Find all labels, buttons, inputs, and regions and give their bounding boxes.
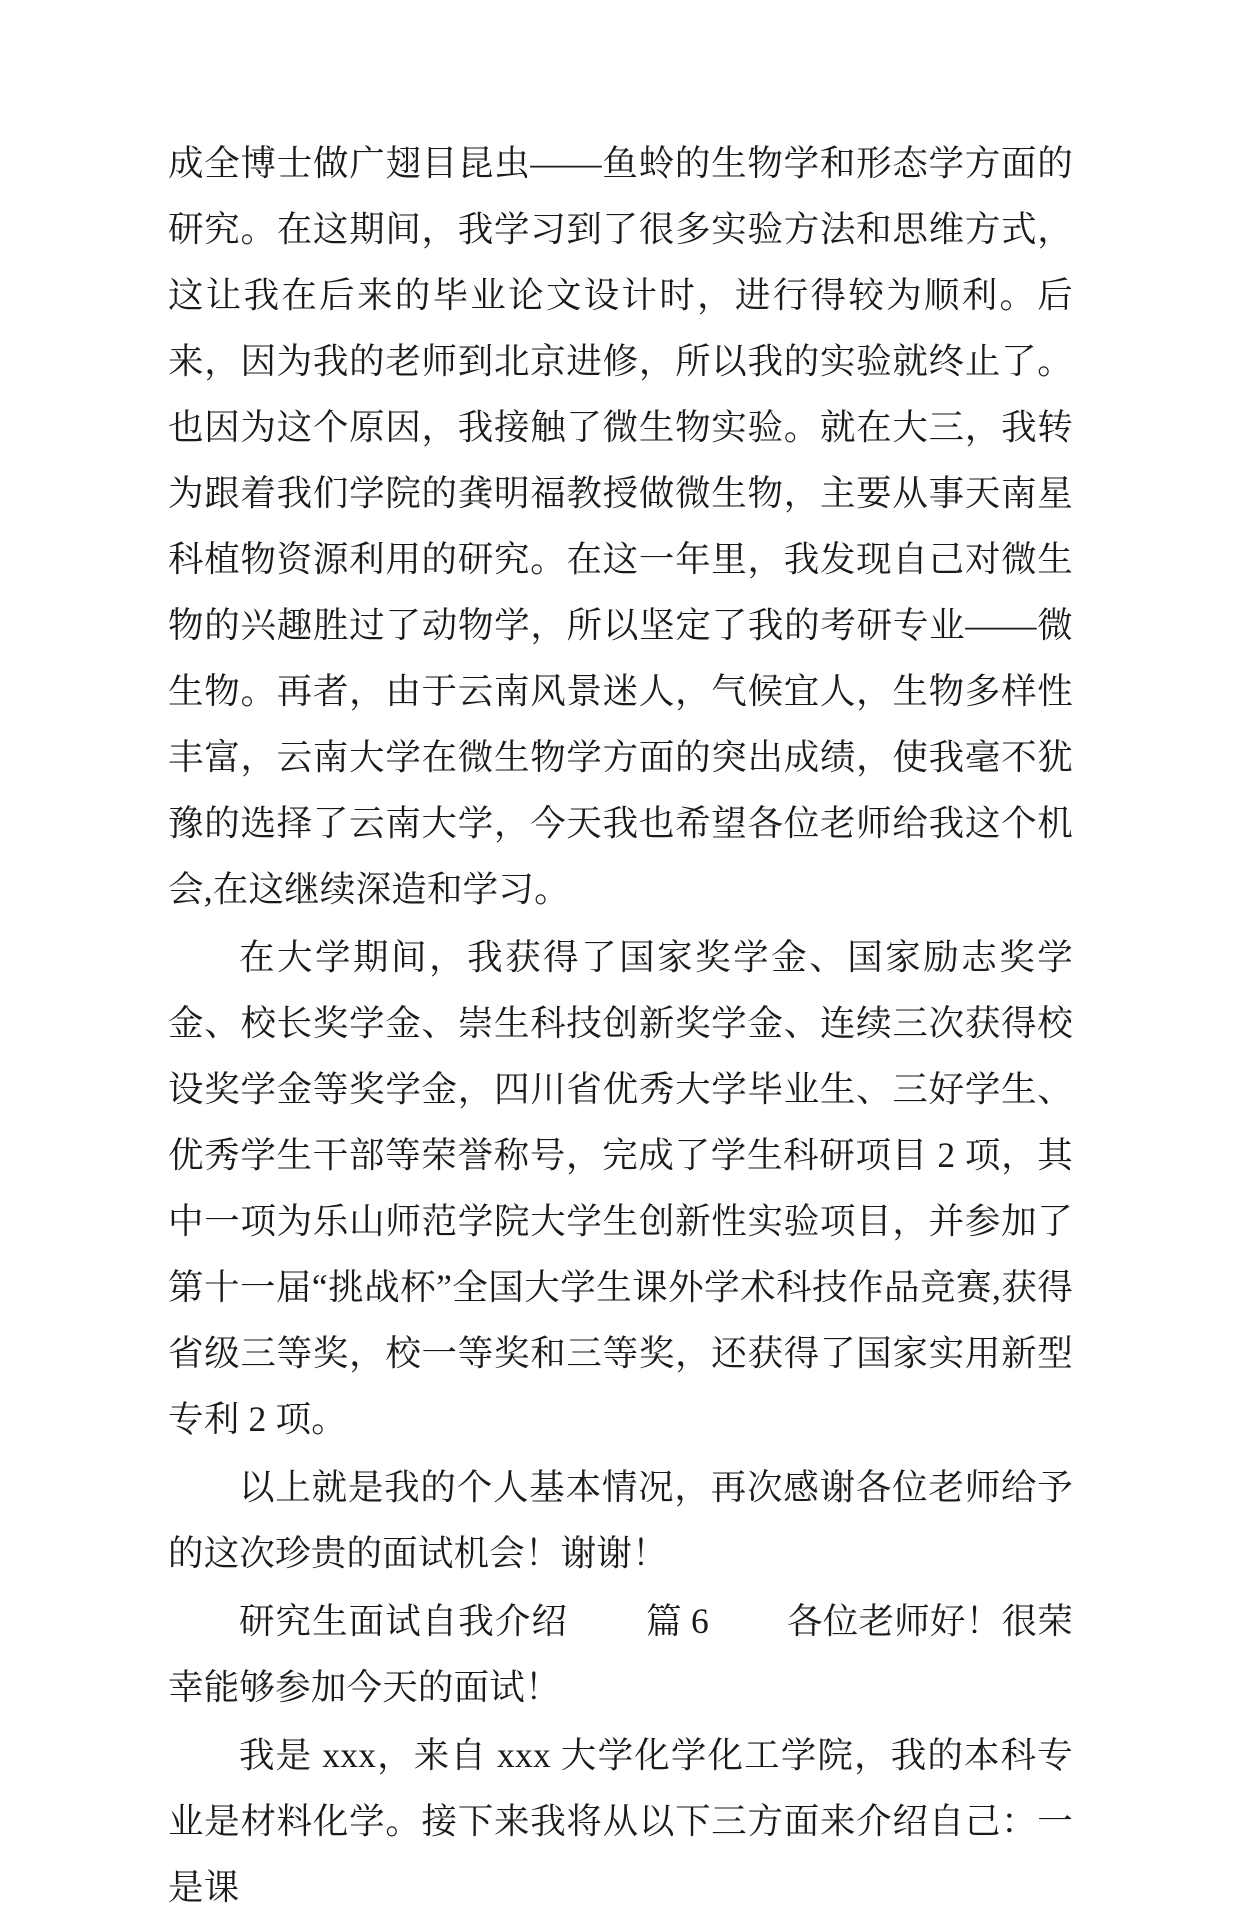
paragraph-1: 成全博士做广翅目昆虫——鱼蛉的生物学和形态学方面的研究。在这期间，我学习到了很多实验方法和思维方式，这让我在后来的毕业论文设计时，进行得较为顺利。后来，因为我的老师到北京进修，所以我的实验就终止了。也因为这个原因，我接触了微生物实验。就在大三，我转为跟着我们学院的龚明福教授做微生物，主要从事天南星科植物资源利用的研究。在这一年里，我发现自己对微生物的兴趣胜过了动物学，所以坚定了我的考研专业——微生物。再者，由于云南风景迷人，气候宜人，生物多样性丰富，云南大学在微生物学方面的突出成绩，使我毫不犹豫的选择了云南大学，今天我也希望各位老师给我这个机会,在这继续深造和学习。 (168, 143, 1073, 909)
document-body (168, 130, 1073, 1920)
section-heading (168, 1588, 1073, 1720)
paragraph-2: 在大学期间，我获得了国家奖学金、国家励志奖学金、校长奖学金、崇生科技创新奖学金、连续三次获得校设奖学金等奖学金，四川省优秀大学毕业生、三好学生、优秀学生干部等荣誉称号，完成了学生科研项目 2 项，其中一项为乐山师范学院大学生创新性实验项目，并参加了第十一届“挑战杯”全国大学生课外学术科技作品竞赛,获得省级三等奖，校一等奖和三等奖，还获得了国家实用新型专利 2 项。 (168, 937, 1073, 1439)
paragraph-3: 以上就是我的个人基本情况，再次感谢各位老师给予的这次珍贵的面试机会！谢谢！ (168, 1467, 1073, 1573)
section-heading-number: 篇 6 (646, 1601, 709, 1641)
section-heading-label: 研究生面试自我介绍 (239, 1601, 568, 1641)
paragraph-4: 我是 xxx，来自 xxx 大学化学化工学院，我的本科专业是材料化学。接下来我将从以下三方面来介绍自己：一是课 (168, 1735, 1073, 1907)
section-heading-lead: 各位老师好！很荣幸能够参加今天的面试！ (168, 1601, 1073, 1707)
